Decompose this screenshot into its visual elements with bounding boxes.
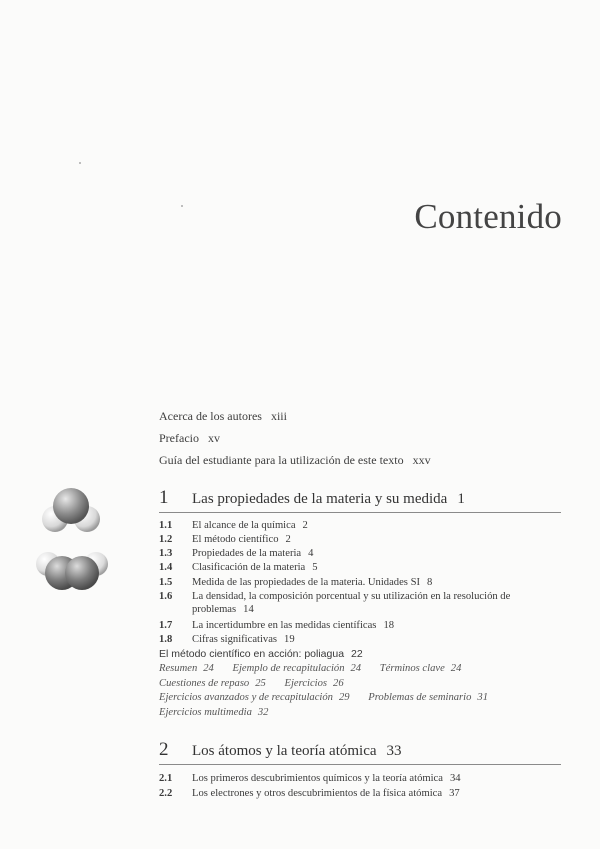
scan-speck xyxy=(181,205,183,207)
toc-end-matter: Ejercicios avanzados y de recapitulación 29 Problemas de seminario 31 xyxy=(159,692,489,703)
page-title: Contenido xyxy=(414,197,562,236)
toc-front-item: Acerca de los autores xiii xyxy=(159,409,287,423)
toc-feature: El método científico en acción: poliagua 22 xyxy=(159,648,363,660)
chapter-title: Las propiedades de la materia y su medida 1 xyxy=(192,491,465,507)
toc-front-item: Prefacio xv xyxy=(159,431,220,445)
toc-end-matter: Resumen 24 Ejemplo de recapitulación 24 Términos clave 24 xyxy=(159,663,462,674)
water-molecule-illustration xyxy=(38,486,104,534)
chapter-heading xyxy=(159,487,561,513)
scan-speck xyxy=(79,162,81,164)
toc-front-item: Guía del estudiante para la utilización de este texto xxv xyxy=(159,453,431,467)
chapter-heading xyxy=(159,739,561,765)
chapter-number: 1 xyxy=(159,487,169,508)
chapter-title: Los átomos y la teoría atómica 33 xyxy=(192,743,402,759)
toc-end-matter: Cuestiones de repaso 25 Ejercicios 26 xyxy=(159,678,344,689)
chapter-number: 2 xyxy=(159,739,169,760)
molecule-illustration xyxy=(34,545,110,595)
toc-end-matter: Ejercicios multimedia 32 xyxy=(159,707,269,718)
